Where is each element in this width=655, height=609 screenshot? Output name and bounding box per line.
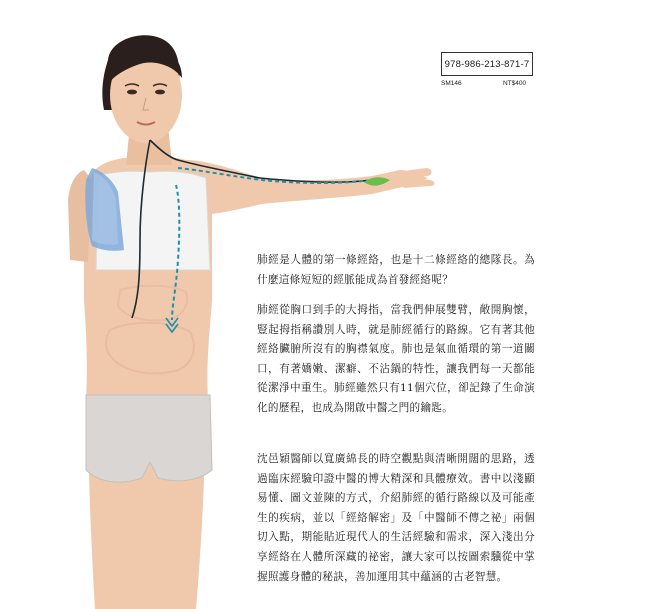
paragraph-2: 肺經從胸口到手的大拇指，當我們伸展雙臂，敞開胸懷，豎起拇指稱讚別人時，就是肺經循行的路線。它有著其他經絡臟腑所沒有的胸襟氣度。肺也是氣血循環的第一道關口，有著嬌嫩、潔癖、不沾鍋的特性，讓我們每一天都能從潔淨中重生。肺經雖然只有11個穴位，卻記錄了生命演化的歷程，也成為開啟中醫之門的鑰匙。 xyxy=(257,304,535,414)
paragraph-3: 沈邑穎醫師以寬廣綿長的時空觀點與清晰開闊的思路，透過臨床經驗印證中醫的博大精深和具體療效。書中以淺顯易懂、圖文並陳的方式，介紹肺經的循行路線以及可能產生的疾病，並以「經絡解密」及「中醫師不傳之祕」兩個切入點，期能貼近現代人的生活經驗和需求，深入淺出分享經絡在人體所深藏的祕密，讓大家可以按圖索驥從中掌握照護身體的秘訣，善加運用其中蘊涵的古老智慧。 xyxy=(257,453,535,583)
paragraph-1: 肺經是人體的第一條經絡，也是十二條經絡的總隊長。為什麼這條短短的經脈能成為首發經絡呢？ xyxy=(257,254,535,286)
code-left: SM146 xyxy=(441,80,462,87)
price-code: NT$400 xyxy=(503,80,527,87)
isbn-text: 978-986-213-871-7 xyxy=(444,58,530,70)
isbn-box xyxy=(441,52,533,76)
